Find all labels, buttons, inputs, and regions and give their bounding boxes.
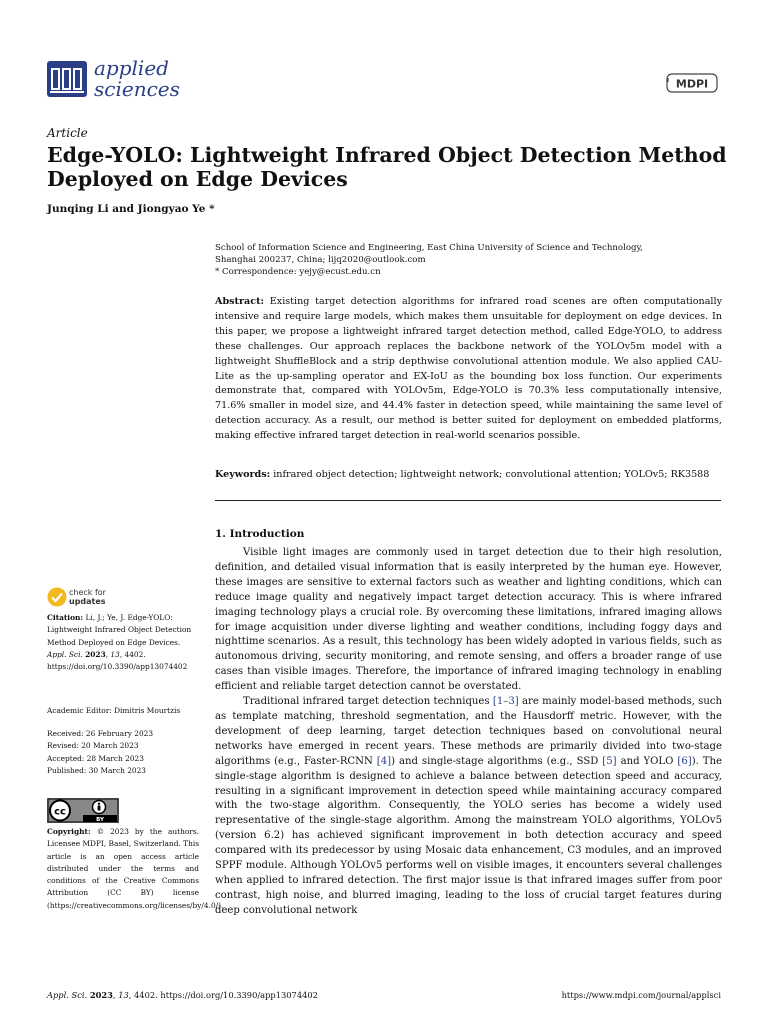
- svg-text:cc: cc: [54, 806, 66, 818]
- journal-logo-icon: [47, 61, 87, 97]
- svg-text:MDPI: MDPI: [675, 77, 709, 91]
- footer-citation: Appl. Sci. 2023, 13, 4402. https://doi.org/10.3390/app13074402: [47, 990, 318, 1000]
- correspondence: * Correspondence: yejy@ecust.edu.cn: [215, 267, 381, 277]
- paragraph-2: Traditional infrared target detection techniques [1–3] are mainly model-based methods, such as template matching, threshold segmentation, and the Hausdorff metric. However, with the development of deep learning, target detection techniques based on convolutional neural networks have emerged in recent years. These methods are primarily divided into two-stage algorithms (e.g., Faster-RCNN [4]) and single-stage algorithms (e.g., SSD [5] and YOLO [6]). The single-stage algorithm is designed to achieve a balance between detection speed and accuracy, resulting in a significant improvement in detection speed while maintaining accuracy compared with the two-stage algorithm. Consequently, the YOLO series has become a widely used representative of the single-stage algorithm. Among the mainstream YOLO algorithms, YOLOv5 (version 6.2) has achieved significant improvement in both detection accuracy and speed compared with its predecessor by using Mosaic data enhancement, C3 modules, and an improved SPPF module. Although YOLOv5 performs well on visible images, it encounters several challenges when applied to infrared detection. The first major issue is that infrared images suffer from poor contrast, high noise, and blurred imaging, leading to the loss of crucial target features during deep convolutional network: [215, 696, 722, 916]
- copyright-block: Copyright: © 2023 by the authors. Licensee MDPI, Basel, Switzerland. This article is an open access article distributed under the terms and conditions of the Creative Commons Attribution (CC BY) license (https://creativecommons.org/licenses/by/4.0/).: [47, 827, 224, 910]
- keywords: [215, 468, 722, 481]
- divider: [215, 500, 721, 501]
- affiliation: School of Information Science and Engineering, East China University of Science and Technology, Shanghai 200237, China; lijq2020@outlook.com * Correspondence: yejy@ecust.edu.cn: [215, 242, 725, 278]
- citation-link[interactable]: [5]: [602, 755, 617, 767]
- citation-link[interactable]: [1–3]: [492, 696, 519, 708]
- svg-text:BY: BY: [96, 817, 104, 823]
- citation-link[interactable]: [4]: [376, 755, 392, 767]
- authors: Junqing Li and Jiongyao Ye *: [47, 203, 215, 215]
- cc-by-license-icon[interactable]: [47, 798, 119, 823]
- published-date: Published: 30 March 2023: [47, 765, 147, 775]
- received-date: Received: 26 February 2023: [47, 729, 154, 738]
- article-type: Article: [47, 126, 88, 140]
- journal-name: applied sciences: [94, 56, 180, 101]
- paragraph-1: Visible light images are commonly used in target detection due to their high resolution, definition, and detailed visual information that is easily interpreted by the human eye. However, these images are sensitive to external factors such as weather and lighting conditions, which can reduce image quality and negatively impact target detection accuracy. This is where infrared imaging technology plays a crucial role. By overcoming these limitations, infrared imaging allows for image acquisition under diverse lighting and weather conditions, including foggy days and nighttime scenarios. As a result, this technology has been widely adopted in various fields, such as autonomous driving, security monitoring, and remote sensing, and offers a broader range of use cases than visible images. Therefore, the importance of infrared imaging technology in enabling efficient and reliable target detection cannot be overstated.: [215, 547, 722, 693]
- revised-date: Revised: 20 March 2023: [47, 741, 139, 751]
- paper-title: Edge-YOLO: Lightweight Infrared Object Detection Method Deployed on Edge Devices: [47, 143, 727, 191]
- check-for-updates-icon[interactable]: [47, 587, 67, 607]
- check-for-updates-label[interactable]: check for updates: [69, 588, 106, 606]
- section-heading: 1. Introduction: [215, 528, 305, 540]
- academic-editor: Academic Editor: Dimitris Mourtzis: [47, 706, 181, 715]
- footer-journal-url[interactable]: https://www.mdpi.com/journal/applsci: [561, 990, 721, 1000]
- dates-block: [47, 728, 199, 777]
- citation-link[interactable]: [6]: [677, 755, 692, 767]
- abstract-text: Existing target detection algorithms for infrared road scenes are often computationally intensive and require large models, which makes them unsuitable for deployment on edge devices. In this paper, we propose a lightweight infrared target detection method, called Edge-YOLO, to address these challenges. Our approach replaces the backbone network of the YOLOv5m model with a lightweight ShuffleBlock and a strip depthwise convolutional attention module. We also applied CAU-Lite as the up-sampling operator and EX-IoU as the bounding box loss function. Our experiments demonstrate that, compared with YOLOv5m, Edge-YOLO is 70.3% less computationally intensive, 71.6% smaller in model size, and 44.4% faster in detection speed, while maintaining the same level of detection accuracy. As a result, our method is better suited for deployment on embedded platforms, making effective infrared target detection in real-world scenarios possible.: [215, 296, 722, 442]
- citation-block: Citation: Li, J.; Ye, J. Edge-YOLO: Lightweight Infrared Object Detection Method Deployed on Edge Devices. Appl. Sci. 2023, 13, 4402. https://doi.org/10.3390/app13074402: [47, 613, 192, 672]
- abstract-label: Abstract:: [215, 296, 265, 307]
- accepted-date: Accepted: 28 March 2023: [47, 753, 144, 763]
- keywords-text: infrared object detection; lightweight network; convolutional attention; YOLOv5; RK3588: [273, 469, 710, 480]
- abstract: [215, 295, 722, 444]
- section-body: [215, 546, 722, 919]
- mdpi-logo: [666, 73, 718, 93]
- keywords-label: Keywords:: [215, 469, 271, 480]
